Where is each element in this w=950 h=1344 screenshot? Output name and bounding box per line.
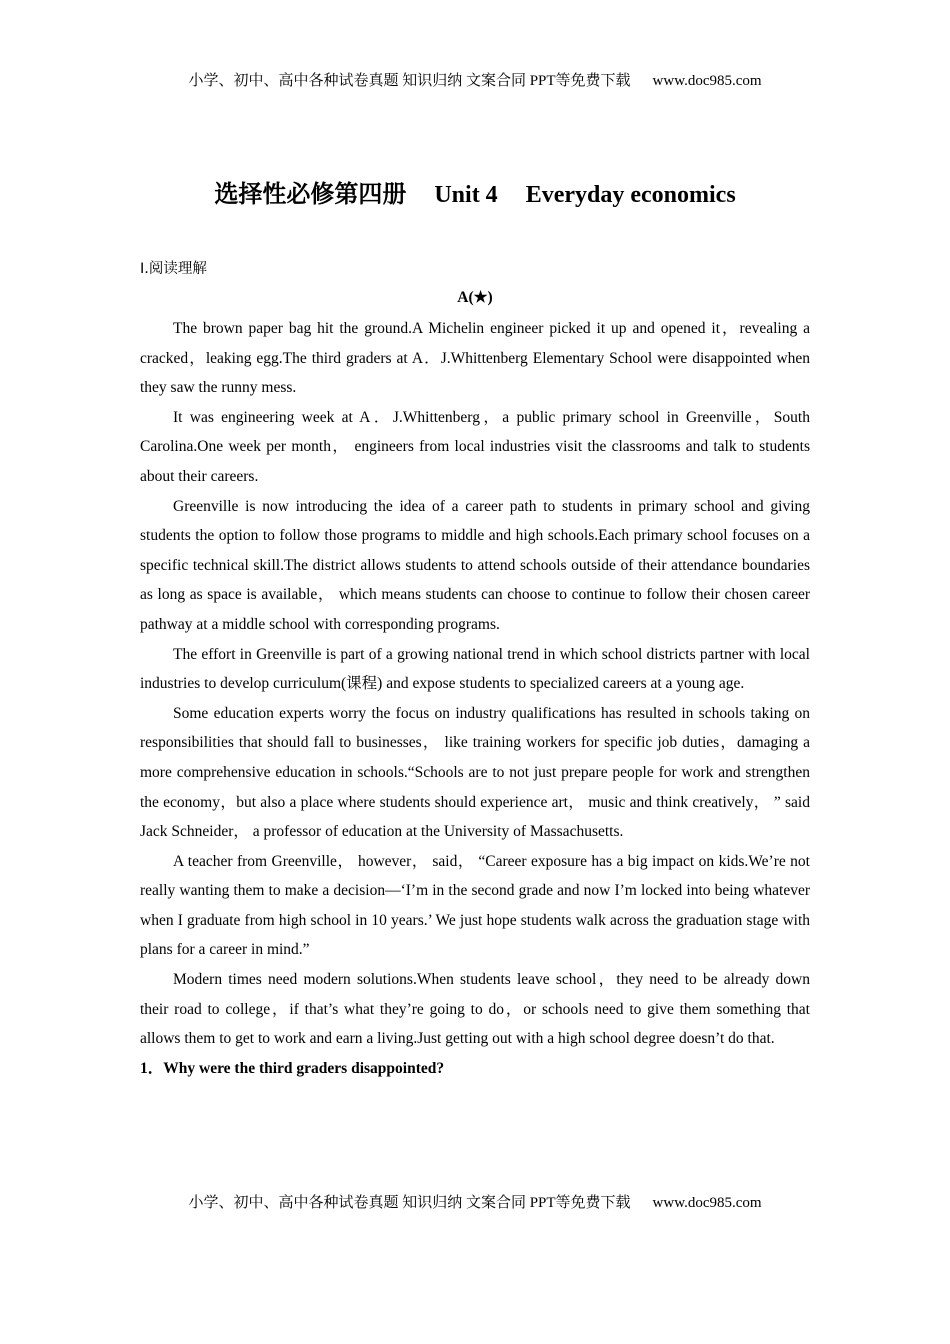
header-url: www.doc985.com <box>652 73 762 89</box>
title-topic: Everyday economics <box>525 182 736 208</box>
question-1: 1．Why were the third graders disappointed? <box>140 1059 445 1077</box>
passage-label: A(★) <box>457 289 493 306</box>
footer-url: www.doc985.com <box>652 1195 762 1211</box>
passage-body <box>140 314 810 1083</box>
page-title <box>0 174 950 209</box>
paragraph: The brown paper bag hit the ground.A Michelin engineer picked it up and opened it，revealing a cracked，leaking egg.The third graders at A．J.Whittenberg Elementary School were disappointed when they saw the runny mess. <box>140 320 810 397</box>
paragraph: Greenville is now introducing the idea of a career path to students in primary school and giving students the option to follow those programs to middle and high schools.Each primary school focuses on a specific technical skill.The district allows students to attend schools outside of their attendance boundaries as long as space is available， which means students can choose to continue to follow their chosen career pathway at a middle school with corresponding programs. <box>140 497 810 633</box>
title-unit: Unit 4 <box>434 182 498 208</box>
paragraph: The effort in Greenville is part of a growing national trend in which school districts partner with local industries to develop curriculum(课程) and expose students to specialized careers at a young age. <box>140 645 810 693</box>
footer-text: 小学、初中、高中各种试卷真题 知识归纳 文案合同 PPT等免费下载 <box>188 1195 631 1211</box>
paragraph: Some education experts worry the focus on industry qualifications has resulted in schools taking on responsibilities that should fall to businesses， like training workers for specific job duties，damaging a more comprehensive education in schools.“Schools are to not just prepare people for work and strengthen the economy，but also a place where students should experience art， music and think creatively， ” said Jack Schneider， a professor of education at the University of Massachusetts. <box>140 704 810 841</box>
title-book: 选择性必修第四册 <box>214 182 407 208</box>
paragraph: A teacher from Greenville， however， said， “Career exposure has a big impact on kids.We’re not really wanting them to make a decision—‘I’m in the second grade and now I’m locked into being whatever when I graduate from high school in 10 years.’ We just hope students walk across the graduation stage with plans for a career in mind.” <box>140 852 810 959</box>
header-text: 小学、初中、高中各种试卷真题 知识归纳 文案合同 PPT等免费下载 <box>188 73 631 89</box>
page-header <box>0 69 950 90</box>
paragraph: Modern times need modern solutions.When students leave school，they need to be already down their road to college，if that’s what they’re going to do，or schools need to give them something that allows them to get to work and earn a living.Just getting out with a high school degree doesn’t do that. <box>140 971 810 1048</box>
page-footer <box>0 1191 950 1212</box>
section-heading: Ⅰ.阅读理解 <box>140 261 207 277</box>
paragraph: It was engineering week at A．J.Whittenberg，a public primary school in Greenville，South Carolina.One week per month， engineers from local industries visit the classrooms and talk to students about their careers. <box>140 408 810 485</box>
